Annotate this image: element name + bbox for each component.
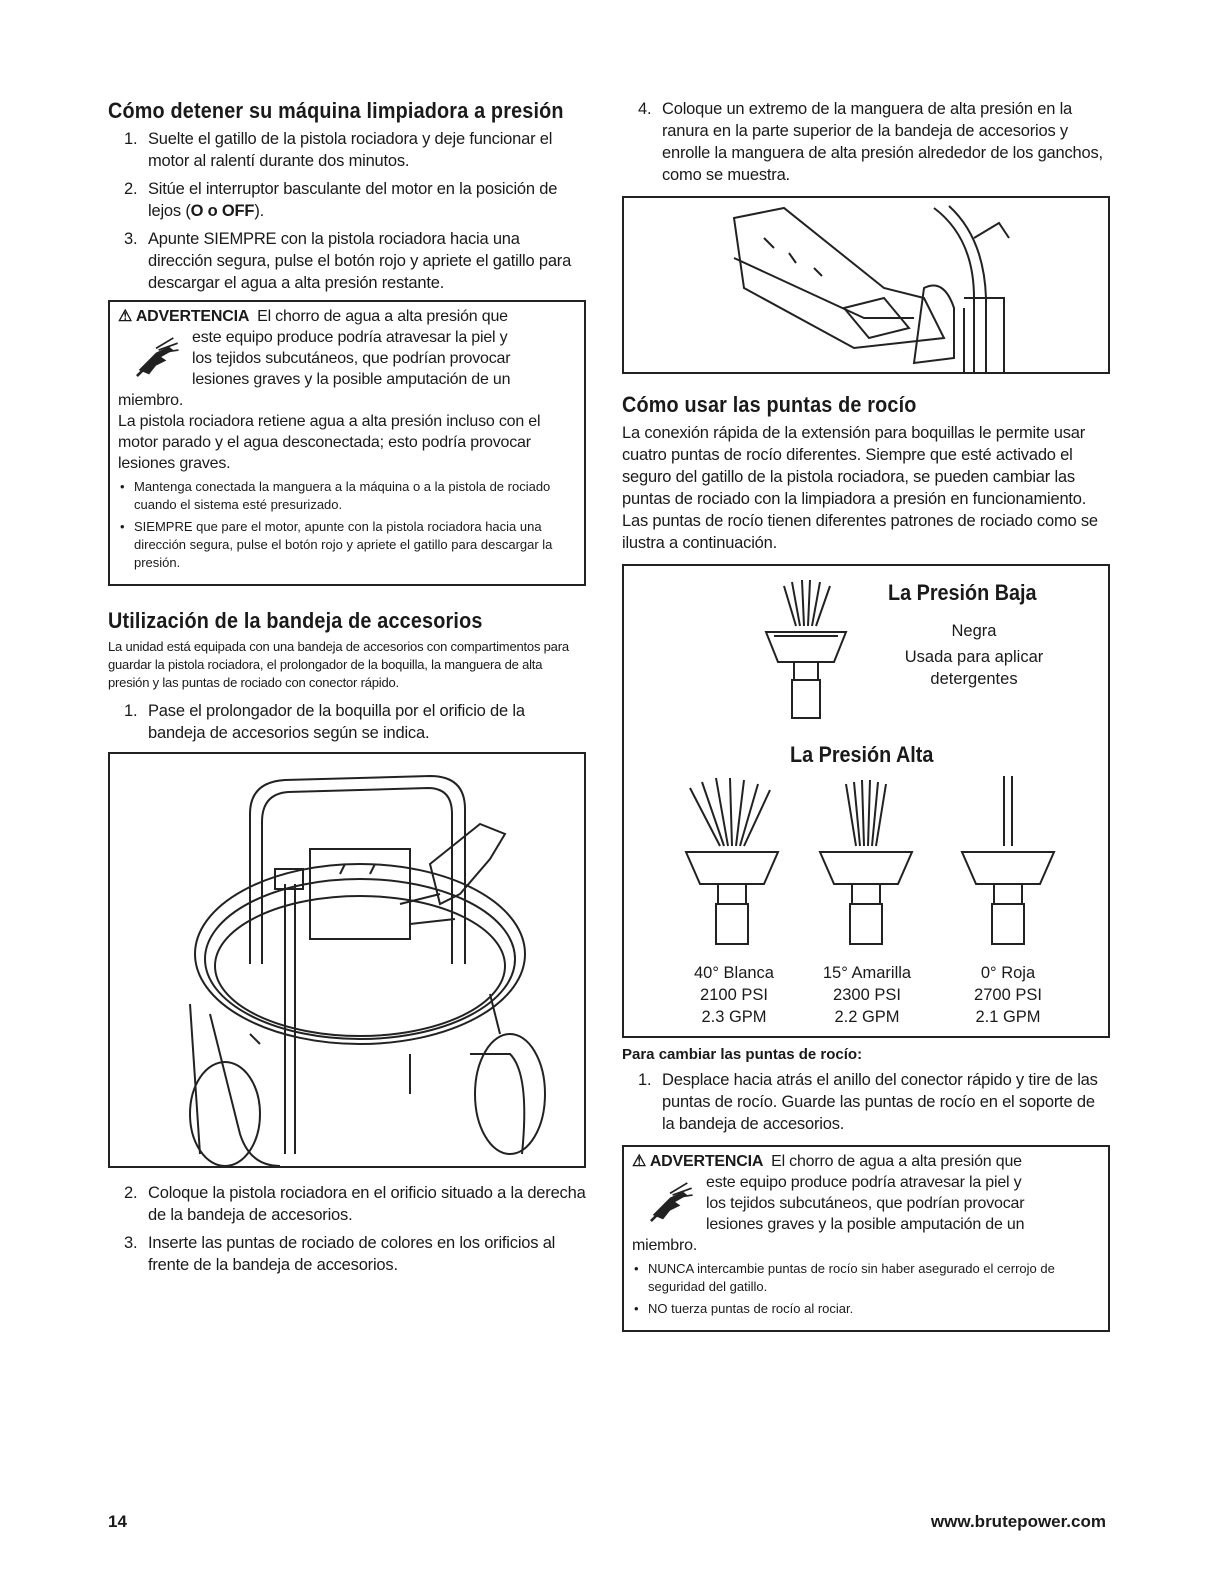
- high-pressure-title: La Presión Alta: [790, 742, 934, 767]
- warning-line: los tejidos subcutáneos, que podrían provocar: [192, 350, 511, 367]
- warning-triangle-icon: ⚠: [632, 1153, 647, 1170]
- warning-tail: miembro.: [118, 392, 184, 409]
- warning-paragraph: La pistola rociadora retiene agua a alta presión incluso con el motor parado y el agua desconectada; esto podría provocar lesiones graves.: [118, 413, 541, 472]
- list-item: 1. Pase el prolongador de la boquilla por el orificio de la bandeja de accesorios según se indica.: [124, 702, 525, 742]
- warning-bullets: [632, 1260, 1100, 1318]
- stop-section-title: Cómo detener su máquina limpiadora a presión: [108, 98, 564, 123]
- page-number: 14: [108, 1512, 127, 1531]
- hose-hook-drawing: [624, 198, 1108, 372]
- list-item: 4. Coloque un extremo de la manguera de alta presión en la ranura en la parte superior de la bandeja de accesorios y enrolle la manguera de alta presión alrededor de los ganchos, como se muestra.: [638, 100, 1103, 184]
- low-pressure-nozzle-icon: [766, 580, 846, 718]
- low-pressure-title: La Presión Baja: [888, 580, 1037, 605]
- warning-lead: El chorro de agua a alta presión que: [771, 1153, 1022, 1170]
- list-item: 2. Coloque la pistola rociadora en el orificio situado a la derecha de la bandeja de accesorios.: [124, 1184, 586, 1224]
- warning-line: los tejidos subcutáneos, que podrían provocar: [706, 1195, 1025, 1212]
- warning-box-2: [622, 1145, 1110, 1332]
- nozzle-15-degree-icon: [820, 780, 912, 944]
- low-pressure-color: Negra: [951, 622, 997, 640]
- stop-steps-list: [108, 128, 586, 294]
- left-column: [108, 98, 586, 1282]
- warning-label: ⚠ ADVERTENCIA: [632, 1153, 763, 1170]
- list-item: • SIEMPRE que pare el motor, apunte con la pistola rociadora hacia una dirección segura, pulse el botón rojo y apriete el gatillo para descargar la presión.: [118, 518, 576, 572]
- nozzle-15-label: 15° Amarilla 2300 PSI 2.2 GPM: [822, 964, 912, 1026]
- warning-line: este equipo produce podría atravesar la piel y: [192, 329, 508, 346]
- list-item: 3. Apunte SIEMPRE con la pistola rociadora hacia una dirección segura, pulse el botón rojo y apriete el gatillo para descargar el agua a alta presión restante.: [124, 230, 572, 292]
- warning-line: este equipo produce podría atravesar la piel y: [706, 1174, 1022, 1191]
- tray-intro: La unidad está equipada con una bandeja de accesorios con compartimentos para guardar la pistola rociadora, el prolongador de la boquilla, la manguera de alta presión y las puntas de rociado con conector rápido.: [108, 639, 569, 690]
- list-item: 2. Sitúe el interruptor basculante del motor en la posición de lejos (O o OFF).: [124, 180, 558, 220]
- nozzle-chart: [622, 564, 1110, 1038]
- change-steps-list: [622, 1069, 1110, 1135]
- tray-illustration: [108, 752, 586, 1168]
- tray-steps-list-3: [622, 98, 1110, 186]
- nozzle-0-degree-icon: [962, 776, 1054, 944]
- warning-line: lesiones graves y la posible amputación de un: [706, 1216, 1025, 1233]
- warning-bullets: [118, 478, 576, 572]
- warning-lead: El chorro de agua a alta presión que: [257, 308, 508, 325]
- list-item: • NUNCA intercambie puntas de rocío sin haber asegurado el cerrojo de seguridad del gatillo.: [632, 1260, 1100, 1296]
- footer-url: www.brutepower.com: [930, 1512, 1106, 1531]
- tray-steps-list-2: [108, 1182, 586, 1276]
- hose-hook-illustration: [622, 196, 1110, 374]
- list-item: • NO tuerza puntas de rocío al rociar.: [632, 1300, 1100, 1318]
- hand-spray-hazard-icon: [640, 1176, 700, 1228]
- hand-spray-hazard-icon: [126, 331, 186, 383]
- tray-section-title: Utilización de la bandeja de accesorios: [108, 608, 483, 633]
- warning-box-1: [108, 300, 586, 586]
- warning-tail: miembro.: [632, 1237, 698, 1254]
- list-item: 3. Inserte las puntas de rociado de colores en los orificios al frente de la bandeja de accesorios.: [124, 1234, 556, 1274]
- low-pressure-use: Usada para aplicar detergentes: [904, 648, 1044, 688]
- right-column: [622, 98, 1110, 1332]
- tips-section-title: Cómo usar las puntas de rocío: [622, 392, 917, 417]
- list-item: • Mantenga conectada la manguera a la máquina o a la pistola de rociado cuando el sistema esté presurizado.: [118, 478, 576, 514]
- warning-line: lesiones graves y la posible amputación de un: [192, 371, 511, 388]
- nozzle-0-label: 0° Roja 2700 PSI 2.1 GPM: [974, 964, 1042, 1026]
- nozzle-40-label: 40° Blanca 2100 PSI 2.3 GPM: [694, 964, 774, 1026]
- change-tips-subtitle: Para cambiar las puntas de rocío:: [622, 1046, 863, 1063]
- nozzle-40-degree-icon: [686, 778, 778, 944]
- warning-label: ⚠ ADVERTENCIA: [118, 308, 249, 325]
- list-item: 1. Desplace hacia atrás el anillo del conector rápido y tire de las puntas de rocío. Guarde las puntas de rocío en el soporte de la bandeja de accesorios.: [638, 1071, 1098, 1133]
- tray-steps-list: [108, 700, 586, 744]
- pressure-washer-tray-drawing: [110, 754, 584, 1166]
- warning-triangle-icon: ⚠: [118, 308, 133, 325]
- tips-intro: La conexión rápida de la extensión para boquillas le permite usar cuatro puntas de rocío diferentes. Siempre que esté activado el seguro del gatillo de la pistola rociadora, se pueden cambiar las puntas de rociado con la limpiadora a presión en funcionamiento. Las puntas de rocío tienen diferentes patrones de rociado como se ilustra a continuación.: [622, 424, 1098, 552]
- list-item: 1. Suelte el gatillo de la pistola rociadora y deje funcionar el motor al ralentí durante dos minutos.: [124, 130, 553, 170]
